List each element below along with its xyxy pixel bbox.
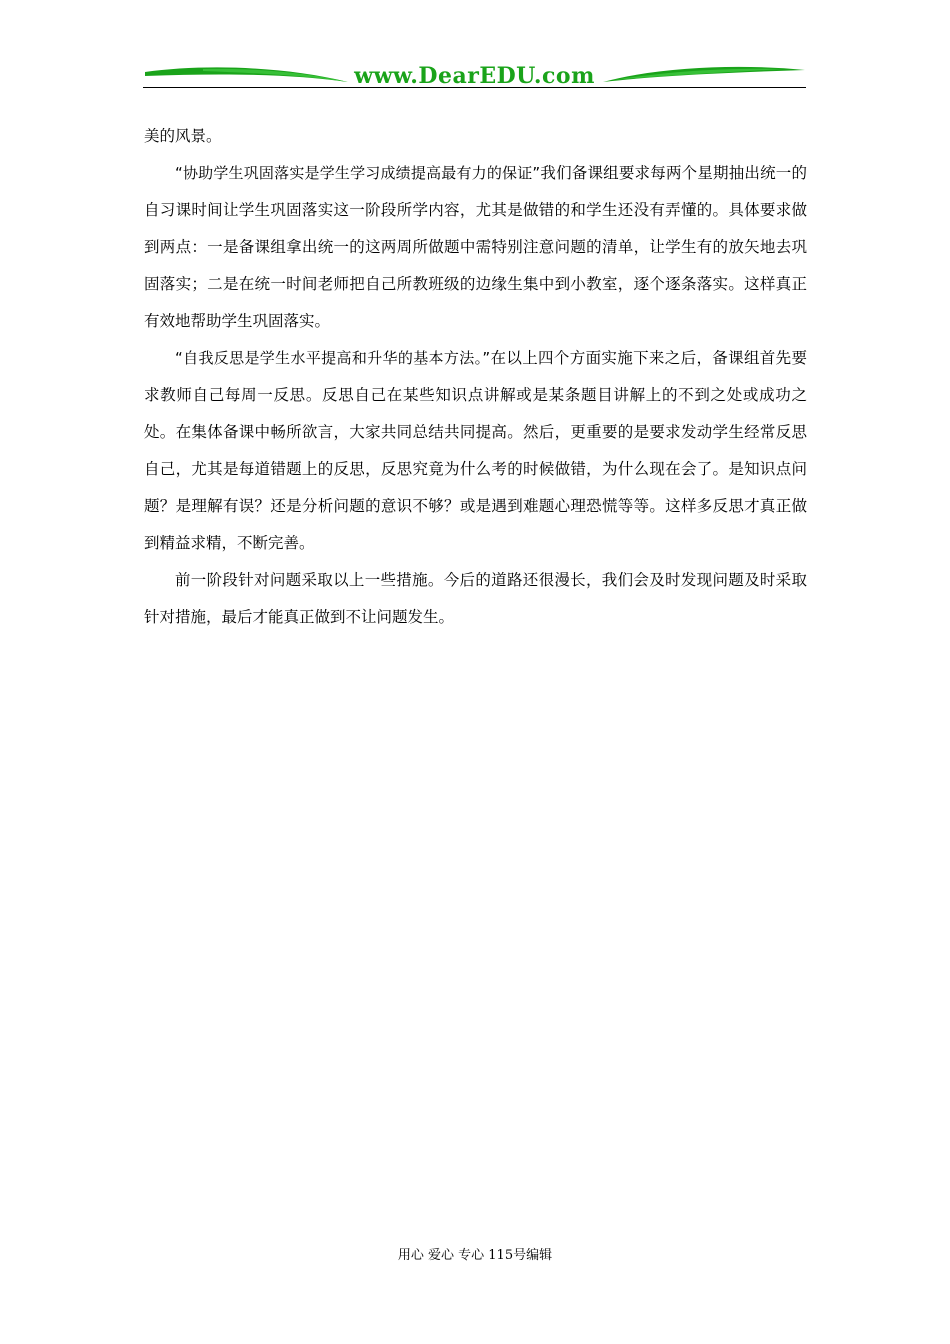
paragraph-2 [144,155,807,340]
header-divider [143,87,806,88]
paragraph-4-text: 前一阶段针对问题采取以上一些措施。今后的道路还很漫长，我们会及时发现问题及时采取针对措施，最后才能真正做到不让问题发生。 [144,571,807,626]
paragraph-3 [144,340,807,562]
site-logo: www.DearEDU.com [354,63,595,89]
paragraph-1 [144,118,807,155]
paragraph-2-lead: “协助学生巩固落实是学生学习成绩提高最有力的保证” [175,164,541,182]
page-footer: 用心 爱心 专心 115号编辑 [397,1248,553,1263]
document-body [144,118,807,636]
paragraph-1-text: 美的风景。 [144,127,222,145]
paragraph-2-text: 我们备课组要求每两个星期抽出统一的自习课时间让学生巩固落实这一阶段所学内容，尤其是做错的和学生还没有弄懂的。具体要求做到两点：一是备课组拿出统一的这两周所做题中需特别注意问题的清单，让学生有的放矢地去巩固落实；二是在统一时间老师把自己所教班级的边缘生集中到小教室，逐个逐条落实。这样真正有效地帮助学生巩固落实。 [144,164,807,330]
page-header [143,60,806,94]
paragraph-3-lead: “自我反思是学生水平提高和升华的基本方法。” [175,349,491,367]
paragraph-4 [144,562,807,636]
paragraph-3-text: 在以上四个方面实施下来之后，备课组首先要求教师自己每周一反思。反思自己在某些知识点讲解或是某条题目讲解上的不到之处或成功之处。在集体备课中畅所欲言，大家共同总结共同提高。然后，更重要的是要求发动学生经常反思自己，尤其是每道错题上的反思，反思究竟为什么考的时候做错，为什么现在会了。是知识点问题？是理解有误？还是分析问题的意识不够？或是遇到难题心理恐慌等等。这样多反思才真正做到精益求精，不断完善。 [144,349,807,552]
